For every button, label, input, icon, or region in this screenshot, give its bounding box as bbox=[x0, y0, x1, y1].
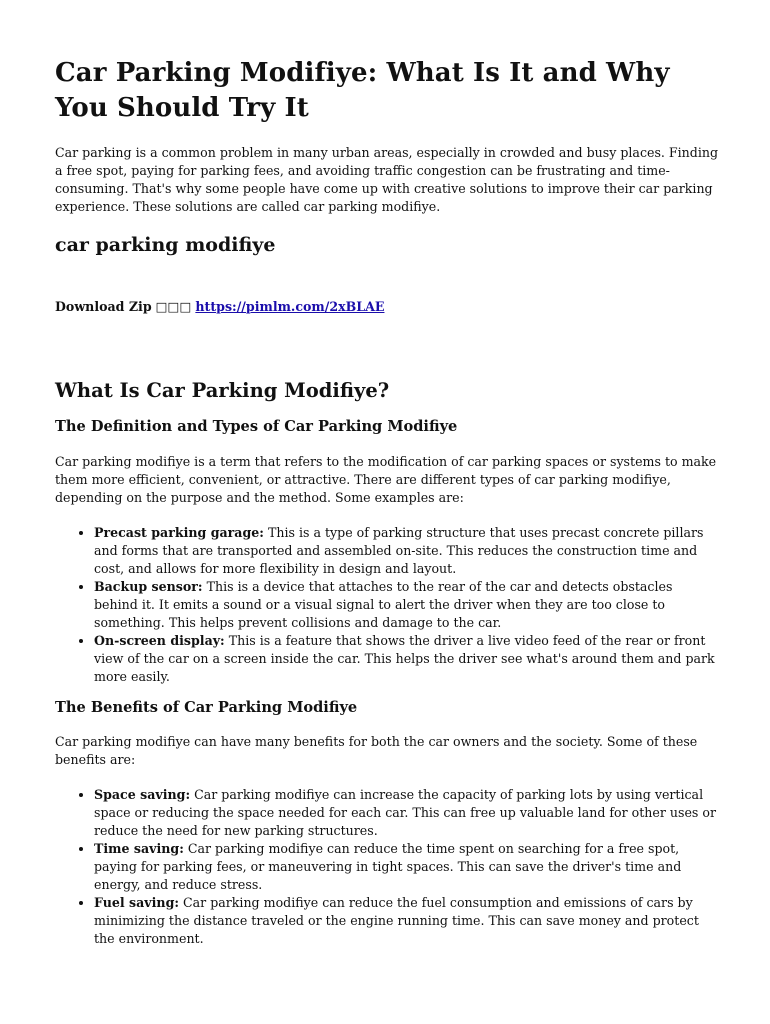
list-item bbox=[94, 840, 720, 894]
list-item-term: Backup sensor: bbox=[94, 579, 203, 594]
list-item bbox=[94, 894, 720, 948]
download-link[interactable]: https://pimlm.com/2xBLAE bbox=[195, 299, 385, 314]
subheading-definition-types: The Definition and Types of Car Parking Modifiye bbox=[55, 418, 458, 435]
list-item bbox=[94, 524, 720, 578]
section-heading-what-is: What Is Car Parking Modifiye? bbox=[55, 379, 390, 402]
list-item bbox=[94, 578, 720, 632]
list-item-text: Car parking modifiye can reduce the fuel consumption and emissions of cars by minimizing the distance traveled or the engine running time. This can save money and protect the environment. bbox=[94, 895, 699, 946]
download-line bbox=[55, 298, 720, 316]
definition-paragraph: Car parking modifiye is a term that refers to the modification of car parking spaces or systems to make them more efficient, convenient, or attractive. There are different types of car parking modifiye, depending on the purpose and the method. Some examples are: bbox=[55, 454, 717, 505]
list-item-text: This is a type of parking structure that uses precast concrete pillars and forms that are transported and assembled on-site. This reduces the construction time and cost, and allows for more flexibility in design and layout. bbox=[94, 525, 704, 576]
subheading-benefits: The Benefits of Car Parking Modifiye bbox=[55, 699, 358, 716]
list-item-text: Car parking modifiye can reduce the time spent on searching for a free spot, paying for parking fees, or maneuvering in tight spaces. This can save the driver's time and energy, and reduce stress. bbox=[94, 841, 682, 892]
list-item-text: Car parking modifiye can increase the capacity of parking lots by using vertical space or reducing the space needed for each car. This can free up valuable land for other uses or reduce the need for new parking structures. bbox=[94, 787, 716, 838]
list-item-text: This is a device that attaches to the rear of the car and detects obstacles behind it. It emits a sound or a visual signal to alert the driver when they are too close to something. This helps prevent collisions and damage to the car. bbox=[94, 579, 673, 630]
list-item-term: Time saving: bbox=[94, 841, 184, 856]
benefits-list bbox=[55, 786, 720, 948]
list-item bbox=[94, 786, 720, 840]
download-label: Download Zip bbox=[55, 299, 152, 314]
article-content bbox=[55, 56, 720, 948]
intro-paragraph: Car parking is a common problem in many urban areas, especially in crowded and busy places. Finding a free spot, paying for parking fees, and avoiding traffic congestion can be frustrating and time-consuming. That's why some people have come up with creative solutions to improve their car parking experience. These solutions are called car parking modifiye. bbox=[55, 145, 719, 214]
benefits-paragraph: Car parking modifiye can have many benefits for both the car owners and the society. Some of these benefits are: bbox=[55, 734, 698, 767]
download-glyphs: □□□ bbox=[155, 299, 192, 314]
list-item-text: This is a feature that shows the driver a live video feed of the rear or front view of the car on a screen inside the car. This helps the driver see what's around them and park more easily. bbox=[94, 633, 715, 684]
keyword-heading: car parking modifiye bbox=[55, 234, 276, 256]
list-item-term: Precast parking garage: bbox=[94, 525, 264, 540]
page-title: Car Parking Modifiye: What Is It and Why You Should Try It bbox=[55, 58, 670, 123]
list-item-term: Fuel saving: bbox=[94, 895, 180, 910]
list-item-term: Space saving: bbox=[94, 787, 191, 802]
list-item-term: On-screen display: bbox=[94, 633, 225, 648]
list-item bbox=[94, 632, 720, 686]
types-list bbox=[55, 524, 720, 686]
